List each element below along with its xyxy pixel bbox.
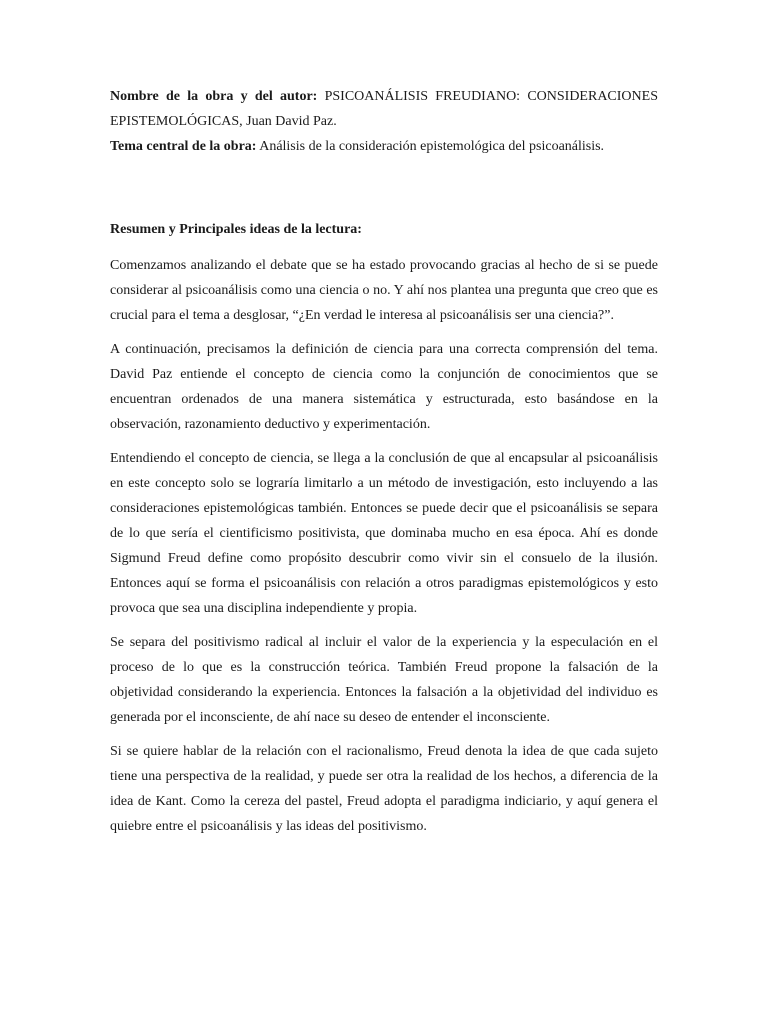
- section-title: Resumen y Principales ideas de la lectura:: [110, 222, 362, 237]
- paragraph-4: Se separa del positivismo radical al incluir el valor de la experiencia y la especulación en el proceso de lo que es la construcción teórica. También Freud propone la falsación de la objetividad considerando la experiencia. Entonces la falsación a la objetividad del individuo es generada por el inconsciente, de ahí nace su deseo de entender el inconsciente.: [110, 635, 658, 725]
- paragraph-3: Entendiendo el concepto de ciencia, se llega a la conclusión de que al encapsular al psicoanálisis en este concepto solo se lograría limitarlo a un método de investigación, esto incluyendo a las consideraciones epistemológicas también. Entonces se puede decir que el psicoanálisis se separa de lo que sería el cientificismo positivista, que dominaba mucho en esa época. Ahí es donde Sigmund Freud define como propósito descubrir como vivir sin el consuelo de la ilusión. Entonces aquí se forma el psicoanálisis con relación a otros paradigmas epistemológicos y esto provoca que sea una disciplina independiente y propia.: [110, 451, 658, 616]
- work-author-line: [110, 84, 658, 134]
- work-author-value: PSICOANÁLISIS FREUDIANO: CONSIDERACIONES EPISTEMOLÓGICAS, Juan David Paz.: [110, 89, 658, 129]
- work-author-label: Nombre de la obra y del autor:: [110, 89, 318, 104]
- paragraph-1: Comenzamos analizando el debate que se ha estado provocando gracias al hecho de si se puede considerar al psicoanálisis como una ciencia o no. Y ahí nos plantea una pregunta que creo que es crucial para el tema a desglosar, “¿En verdad le interesa al psicoanálisis ser una ciencia?”.: [110, 258, 658, 323]
- theme-value: Análisis de la consideración epistemológica del psicoanálisis.: [259, 139, 605, 154]
- paragraph-2: A continuación, precisamos la definición de ciencia para una correcta comprensión del tema. David Paz entiende el concepto de ciencia como la conjunción de conocimientos que se encuentran ordenados de una manera sistemática y estructurada, esto basándose en la observación, razonamiento deductivo y experimentación.: [110, 342, 658, 432]
- theme-line: [110, 134, 658, 159]
- theme-label: Tema central de la obra:: [110, 139, 257, 154]
- paragraph-5: Si se quiere hablar de la relación con el racionalismo, Freud denota la idea de que cada sujeto tiene una perspectiva de la realidad, y puede ser otra la realidad de los hechos, a diferencia de la idea de Kant. Como la cereza del pastel, Freud adopta el paradigma indiciario, y aquí genera el quiebre entre el psicoanálisis y las ideas del positivismo.: [110, 744, 658, 834]
